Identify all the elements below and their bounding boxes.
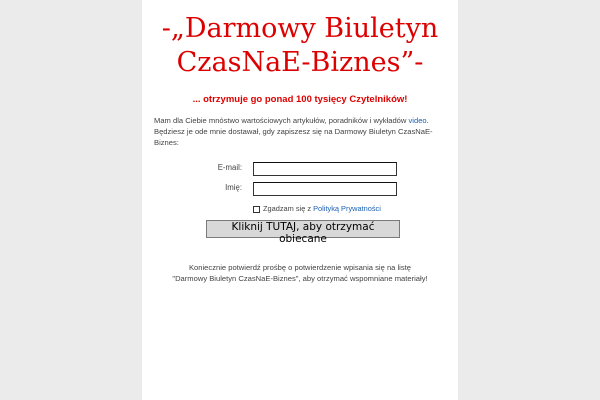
intro-text-before: Mam dla Ciebie mnóstwo wartościowych artykułów, poradników i wykładów (154, 116, 409, 125)
confirmation-note-line1: Koniecznie potwierdź prośbę o potwierdzenie wpisania się na listę (188, 263, 412, 272)
submit-button[interactable]: Kliknij TUTAJ, aby otrzymać obiecane (206, 220, 400, 238)
email-input[interactable] (253, 162, 397, 176)
consent-checkbox[interactable] (253, 206, 260, 213)
page-title-line1: -„Darmowy Biuletyn (161, 13, 439, 44)
intro-text-after: . Będziesz je ode mnie dostawał, gdy zapiszesz się na Darmowy Biuletyn CzasNaE-Biznes: (154, 116, 433, 147)
page-title-line2: CzasNaE-Biznes”- (176, 47, 424, 78)
subtitle: ... otrzymuje go ponad 100 tysięcy Czytelników! (192, 94, 408, 105)
confirmation-note-line2: "Darmowy Biuletyn CzasNaE-Biznes", aby otrzymać wspomniane materiały! (172, 274, 428, 283)
name-input[interactable] (253, 182, 397, 196)
name-label: Imię: (225, 183, 242, 192)
signup-panel (142, 0, 458, 400)
consent-text: Zgadzam się z (263, 204, 314, 213)
confirmation-note (142, 262, 458, 284)
email-label: E-mail: (217, 163, 242, 172)
consent-row (253, 204, 453, 214)
intro-text (154, 115, 444, 148)
privacy-policy-link[interactable]: Polityką Prywatności (313, 204, 381, 213)
video-link[interactable]: video (408, 116, 427, 125)
